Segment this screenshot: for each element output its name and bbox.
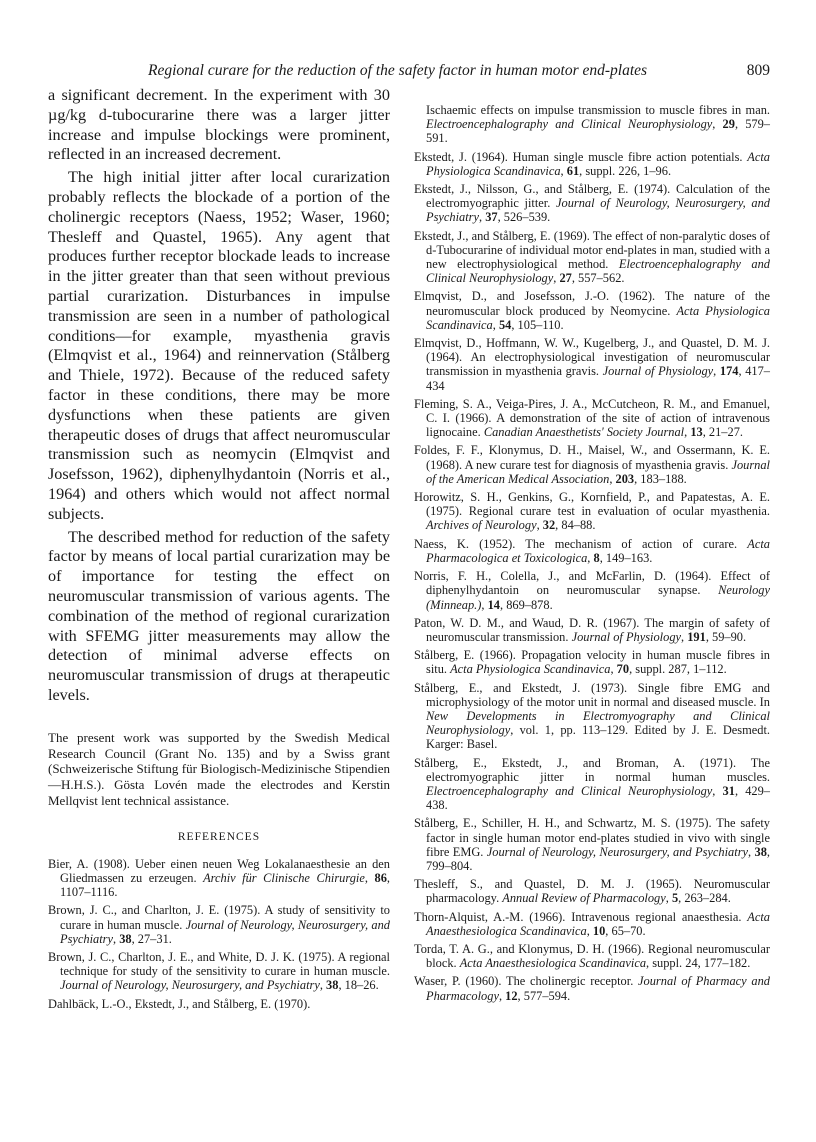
reference-text: Bier, A. (1908). Ueber einen neuen Weg Lokalanaesthesie an den Gliedmassen zu erzeugen.	[48, 856, 390, 885]
reference-item: Elmqvist, D., and Josefsson, J.-O. (1962). The nature of the neuromuscular block produced by Neomycine. Acta Physiologica Scandinavica, 54, 105–110.	[414, 289, 770, 332]
reference-journal: Acta Physiologica Scandinavica	[426, 303, 770, 332]
reference-pages: , 18–26.	[338, 978, 379, 993]
reference-item: Stålberg, E. (1966). Propagation velocity in human muscle fibres in situ. Acta Physiologica Scandinavica, 70, suppl. 287, 1–112.	[414, 648, 770, 677]
reference-text: Stålberg, E., Ekstedt, J., and Broman, A. (1971). The electromyographic jitter in normal human muscles.	[414, 755, 770, 784]
reference-volume: 86	[374, 870, 387, 885]
reference-volume: 27	[559, 271, 572, 286]
reference-journal: Canadian Anaesthetists' Society Journal	[483, 425, 685, 440]
right-column	[414, 103, 770, 1007]
reference-journal: Acta Physiologica Scandinavica	[426, 149, 770, 178]
reference-volume: 8	[593, 550, 600, 565]
running-header	[130, 62, 770, 84]
reference-item: Ekstedt, J., Nilsson, G., and Stålberg, E. (1974). Calculation of the electromyographic jitter. Journal of Neurology, Neurosurgery, and Psychiatry, 37, 526–539.	[414, 182, 770, 225]
reference-item: Stålberg, E., Schiller, H. H., and Schwartz, M. S. (1975). The safety factor in single human motor end-plates studied in vivo with single fibre EMG. Journal of Neurology, Neurosurgery, and Psychiatry, 38, 799–804.	[414, 816, 770, 873]
reference-pages: , 263–284.	[678, 891, 731, 906]
reference-journal: Journal of Physiology	[571, 629, 682, 644]
reference-pages: , suppl. 226, 1–96.	[579, 163, 672, 178]
body-paragraph-2: The high initial jitter after local curarization probably reflects the blockade of a portion of the cholinergic receptors (Naess, 1952; Waser, 1960; Thesleff and Quastel, 1965). Any agent that produces further receptor blockade leads to increase in the jitter greater than that seen without previous partial curarization. Disturbances in impulse transmission are seen in a number of pathological conditions—for example, myasthenia gravis (Elmqvist et al., 1964) and reinnervation (Stålberg and Thiele, 1972). Because of the reduced safety factor in these conditions, there may be more dysfunctions when these patients are given therapeutic doses of drugs that affect neuromuscular transmission such as neomycin (Elmqvist and Josefsson, 1962), diphenylhydantoin (Norris et al., 1964) and others which would not affect normal subjects.	[48, 168, 390, 523]
reference-pages: , 84–88.	[555, 518, 596, 533]
reference-volume: 10	[592, 923, 606, 938]
reference-item: Fleming, S. A., Veiga-Pires, J. A., McCutcheon, R. M., and Emanuel, C. I. (1966). A demonstration of the site of action of intravenous lignocaine. Canadian Anaesthetists' Society Journal, 13, 21–27.	[414, 396, 770, 440]
reference-pages: , 869–878.	[500, 597, 553, 612]
acknowledgement: The present work was supported by the Swedish Medical Research Council (Grant No. 135) and by a Swiss grant (Schweizerische Stiftung für Biologisch-Medizinische Stipendien—H.H.S.). Gösta Lovén made the electrodes and Kerstin Mellqvist lent technical assistance.	[48, 729, 390, 808]
reference-pages: , 21–27.	[702, 425, 743, 440]
reference-item: Ekstedt, J. (1964). Human single muscle fibre action potentials. Acta Physiologica Scandinavica, 61, suppl. 226, 1–96.	[414, 149, 770, 178]
references-list-right	[414, 103, 770, 1003]
reference-text: Brown, J. C., Charlton, J. E., and White, D. J. K. (1975). A regional technique for study of the sensitivity to curare in human muscle.	[48, 949, 390, 979]
reference-journal: Acta Physiologica Scandinavica	[450, 662, 611, 677]
reference-pages: , 526–539.	[497, 210, 551, 225]
reference-pages: , 105–110.	[511, 317, 564, 332]
reference-journal: Acta Anaesthesiologica Scandinavica	[426, 909, 770, 938]
reference-text: Ekstedt, J. (1964). Human single muscle fibre action potentials.	[414, 149, 748, 164]
reference-item: Paton, W. D. M., and Waud, D. R. (1967). The margin of safety of neuromuscular transmission. Journal of Physiology, 191, 59–90.	[414, 615, 770, 644]
left-column	[48, 86, 390, 1015]
reference-journal: Electroencephalography and Clinical Neurophysiology	[426, 257, 770, 286]
reference-journal: Journal of Pharmacy and Pharmacology	[426, 974, 770, 1003]
reference-item: Norris, F. H., Colella, J., and McFarlin, D. (1964). Effect of diphenylhydantoin on neuromuscular synapse. Neurology (Minneap.), 14, 869–878.	[414, 569, 770, 612]
reference-volume: 31	[722, 783, 735, 798]
reference-pages: , 27–31.	[131, 931, 172, 946]
reference-volume: 70	[616, 662, 630, 677]
reference-item: Brown, J. C., Charlton, J. E., and White, D. J. K. (1975). A regional technique for study of the sensitivity to curare in human muscle. Journal of Neurology, Neurosurgery, and Psychiatry, 38, 18–26.	[48, 949, 390, 993]
reference-volume: 14	[487, 597, 500, 612]
reference-journal: Journal of Neurology, Neurosurgery, and Psychiatry	[426, 196, 770, 225]
reference-text: Foldes, F. F., Klonymus, D. H., Maisel, W., and Ossermann, K. E. (1968). A new curare test for diagnosis of myasthenia gravis.	[414, 443, 770, 472]
reference-journal: Journal of Neurology, Neurosurgery, and Psychiatry	[60, 917, 390, 946]
reference-item	[414, 681, 770, 752]
reference-text: Ekstedt, J., Nilsson, G., and Stålberg, E. (1974). Calculation of the electromyographic jitter.	[414, 182, 770, 211]
reference-volume: 38	[119, 931, 132, 946]
reference-item: Foldes, F. F., Klonymus, D. H., Maisel, W., and Ossermann, K. E. (1968). A new curare test for diagnosis of myasthenia gravis. Journal of the American Medical Association, 203, 183–188.	[414, 443, 770, 486]
reference-volume: 13	[690, 425, 703, 440]
reference-text: Ischaemic effects on impulse transmission to muscle fibres in man.	[426, 103, 770, 117]
reference-pages: , 1107–1116.	[60, 870, 390, 900]
reference-volume: 5	[671, 891, 679, 906]
reference-pages: , suppl. 24, 177–182.	[646, 956, 751, 971]
reference-volume: 54	[498, 317, 512, 332]
reference-text: Brown, J. C., and Charlton, J. E. (1975). A study of sensitivity to curare in human muscle.	[48, 903, 390, 932]
reference-journal: Journal of Physiology	[602, 364, 714, 379]
reference-text: Thorn-Alquist, A.-M. (1966). Intravenous regional anaesthesia.	[414, 909, 748, 924]
reference-text: Horowitz, S. H., Genkins, G., Kornfield, P., and Papatestas, A. E. (1975). Regional curare test in evaluation of ocular myasthenia.	[414, 490, 770, 519]
reference-text: Waser, P. (1960). The cholinergic receptor.	[414, 974, 639, 989]
reference-pages: , 183–188.	[634, 471, 687, 486]
reference-item: Horowitz, S. H., Genkins, G., Kornfield, P., and Papatestas, A. E. (1975). Regional curare test in evaluation of ocular myasthenia. Archives of Neurology, 32, 84–88.	[414, 490, 770, 533]
reference-volume: 61	[566, 163, 580, 178]
reference-text: Naess, K. (1952). The mechanism of action of curare.	[414, 536, 748, 551]
reference-text: Stålberg, E., and Ekstedt, J. (1973). Single fibre EMG and microphysiology of the motor unit in normal and diseased muscle. In	[414, 680, 770, 709]
reference-item: Elmqvist, D., Hoffmann, W. W., Kugelberg, J., and Quastel, D. M. J. (1964). An electrophysiological investigation of neuromuscular transmission in myasthenia gravis. Journal of Physiology, 174, 417–434	[414, 336, 770, 393]
body-text	[48, 86, 390, 706]
reference-pages: , 149–163.	[599, 550, 653, 565]
reference-journal: Journal of the American Medical Association	[426, 457, 770, 486]
reference-item: Naess, K. (1952). The mechanism of action of curare. Acta Pharmacologica et Toxicologica, 8, 149–163.	[414, 536, 770, 565]
reference-volume: 38	[754, 844, 767, 859]
reference-journal: Acta Pharmacologica et Toxicologica	[426, 536, 770, 565]
reference-volume: 37	[485, 210, 498, 225]
reference-text: Stålberg, E., Schiller, H. H., and Schwartz, M. S. (1975). The safety factor in single human motor end-plates studied in vivo with single fibre EMG.	[414, 816, 770, 859]
reference-text: Elmqvist, D., Hoffmann, W. W., Kugelberg, J., and Quastel, D. M. J. (1964). An electrophysiological investigation of neuromuscular transmission in myasthenia gravis.	[414, 336, 770, 379]
reference-pages: , vol. 1, pp. 113–129. Edited by J. E. Desmedt. Karger: Basel.	[426, 723, 770, 752]
reference-pages: , 799–804.	[426, 844, 770, 873]
reference-volume: 174	[719, 364, 739, 379]
reference-text: Norris, F. H., Colella, J., and McFarlin, D. (1964). Effect of diphenylhydantoin on neuromuscular synapse.	[414, 569, 770, 598]
body-paragraph-1: a significant decrement. In the experiment with 30 µg/kg d-tubocurarine there was a larger jitter increase and impulse blockings were prominent, reflected in an increased decrement.	[48, 86, 390, 164]
reference-journal: Archives of Neurology	[426, 518, 537, 533]
reference-pages: , 577–594.	[517, 988, 571, 1003]
reference-pages: , 557–562.	[571, 271, 625, 286]
reference-journal: Electroencephalography and Clinical Neurophysiology	[426, 117, 713, 132]
reference-text: Elmqvist, D., and Josefsson, J.-O. (1962). The nature of the neuromuscular block produced by Neomycine.	[414, 289, 770, 318]
reference-item: Bier, A. (1908). Ueber einen neuen Weg Lokalanaesthesie an den Gliedmassen zu erzeugen. Archiv für Clinische Chirurgie, 86, 1107–1116.	[48, 856, 390, 900]
reference-journal: New Developments in Electromyography and Clinical Neurophysiology	[426, 708, 770, 738]
references-heading: REFERENCES	[177, 830, 261, 843]
reference-journal: Archiv für Clinische Chirurgie	[203, 870, 365, 885]
page-number: 809	[746, 62, 770, 79]
reference-text: Dahlbäck, L.-O., Ekstedt, J., and Stålberg, E. (1970).	[48, 996, 311, 1011]
reference-item: Waser, P. (1960). The cholinergic receptor. Journal of Pharmacy and Pharmacology, 12, 577–594.	[414, 974, 770, 1003]
reference-item: Ischaemic effects on impulse transmission to muscle fibres in man. Electroencephalography and Clinical Neurophysiology, 29, 579–591.	[426, 103, 770, 146]
reference-text: Torda, T. A. G., and Klonymus, D. H. (1966). Regional neuromuscular block.	[414, 941, 770, 971]
body-paragraph-3: The described method for reduction of the safety factor by means of local partial curarization may be of importance for testing the effect on neuromuscular transmission of various agents. The combination of the method of regional curarization with SFEMG jitter measurements may allow the detection of minimal adverse effects on neuromuscular transmission of drugs at therapeutic levels.	[48, 527, 390, 704]
reference-item: Thorn-Alquist, A.-M. (1966). Intravenous regional anaesthesia. Acta Anaesthesiologica Scandinavica, 10, 65–70.	[414, 909, 770, 938]
reference-volume: 38	[326, 978, 339, 993]
reference-journal: Acta Anaesthesiologica Scandinavica	[459, 956, 647, 971]
reference-item	[48, 997, 390, 1011]
reference-pages: , 417–434	[426, 364, 770, 393]
reference-volume: 29	[722, 117, 735, 132]
reference-text: Paton, W. D. M., and Waud, D. R. (1967). The margin of safety of neuromuscular transmission.	[414, 615, 770, 644]
reference-pages: , 65–70.	[605, 923, 646, 938]
reference-volume: 191	[687, 629, 706, 644]
reference-pages: , 579–591.	[426, 117, 770, 146]
reference-item: Brown, J. C., and Charlton, J. E. (1975). A study of sensitivity to curare in human muscle. Journal of Neurology, Neurosurgery, and Psychiatry, 38, 27–31.	[48, 903, 390, 946]
reference-text: Stålberg, E. (1966). Propagation velocity in human muscle fibres in situ.	[414, 648, 770, 677]
reference-volume: 12	[505, 988, 518, 1003]
reference-journal: Journal of Neurology, Neurosurgery, and Psychiatry	[486, 844, 749, 859]
reference-text: Ekstedt, J., and Stålberg, E. (1969). The effect of non-paralytic doses of d-Tubocurarine of individual motor end-plates in man, studied with a new electrophysiological method.	[414, 228, 770, 272]
reference-journal: Electroencephalography and Clinical Neurophysiology	[426, 783, 713, 798]
reference-pages: , 429–438.	[426, 783, 770, 813]
reference-journal: Neurology (Minneap.)	[426, 583, 770, 612]
reference-pages: , 59–90.	[705, 629, 747, 644]
references-list-left	[48, 857, 390, 1011]
reference-item: Stålberg, E., Ekstedt, J., and Broman, A. (1971). The electromyographic jitter in normal human muscles. Electroencephalography and Clinical Neurophysiology, 31, 429–438.	[414, 755, 770, 813]
reference-volume: 32	[542, 518, 556, 533]
reference-item	[414, 942, 770, 970]
reference-item: Thesleff, S., and Quastel, D. M. J. (1965). Neuromuscular pharmacology. Annual Review of Pharmacology, 5, 263–284.	[414, 877, 770, 906]
reference-journal: Journal of Neurology, Neurosurgery, and Psychiatry	[60, 978, 320, 993]
reference-text: Thesleff, S., and Quastel, D. M. J. (1965). Neuromuscular pharmacology.	[414, 877, 770, 906]
reference-item: Ekstedt, J., and Stålberg, E. (1969). The effect of non-paralytic doses of d-Tubocurarine of individual motor end-plates in man, studied with a new electrophysiological method. Electroencephalography and Clinical Neurophysiology, 27, 557–562.	[414, 228, 770, 286]
reference-journal: Annual Review of Pharmacology	[502, 891, 666, 906]
running-title: Regional curare for the reduction of the safety factor in human motor end-plates	[148, 62, 648, 79]
reference-volume: 203	[615, 471, 635, 486]
reference-text: Fleming, S. A., Veiga-Pires, J. A., McCutcheon, R. M., and Emanuel, C. I. (1966). A demonstration of the site of action of intravenous lignocaine.	[414, 396, 770, 440]
reference-pages: , suppl. 287, 1–112.	[629, 662, 727, 677]
